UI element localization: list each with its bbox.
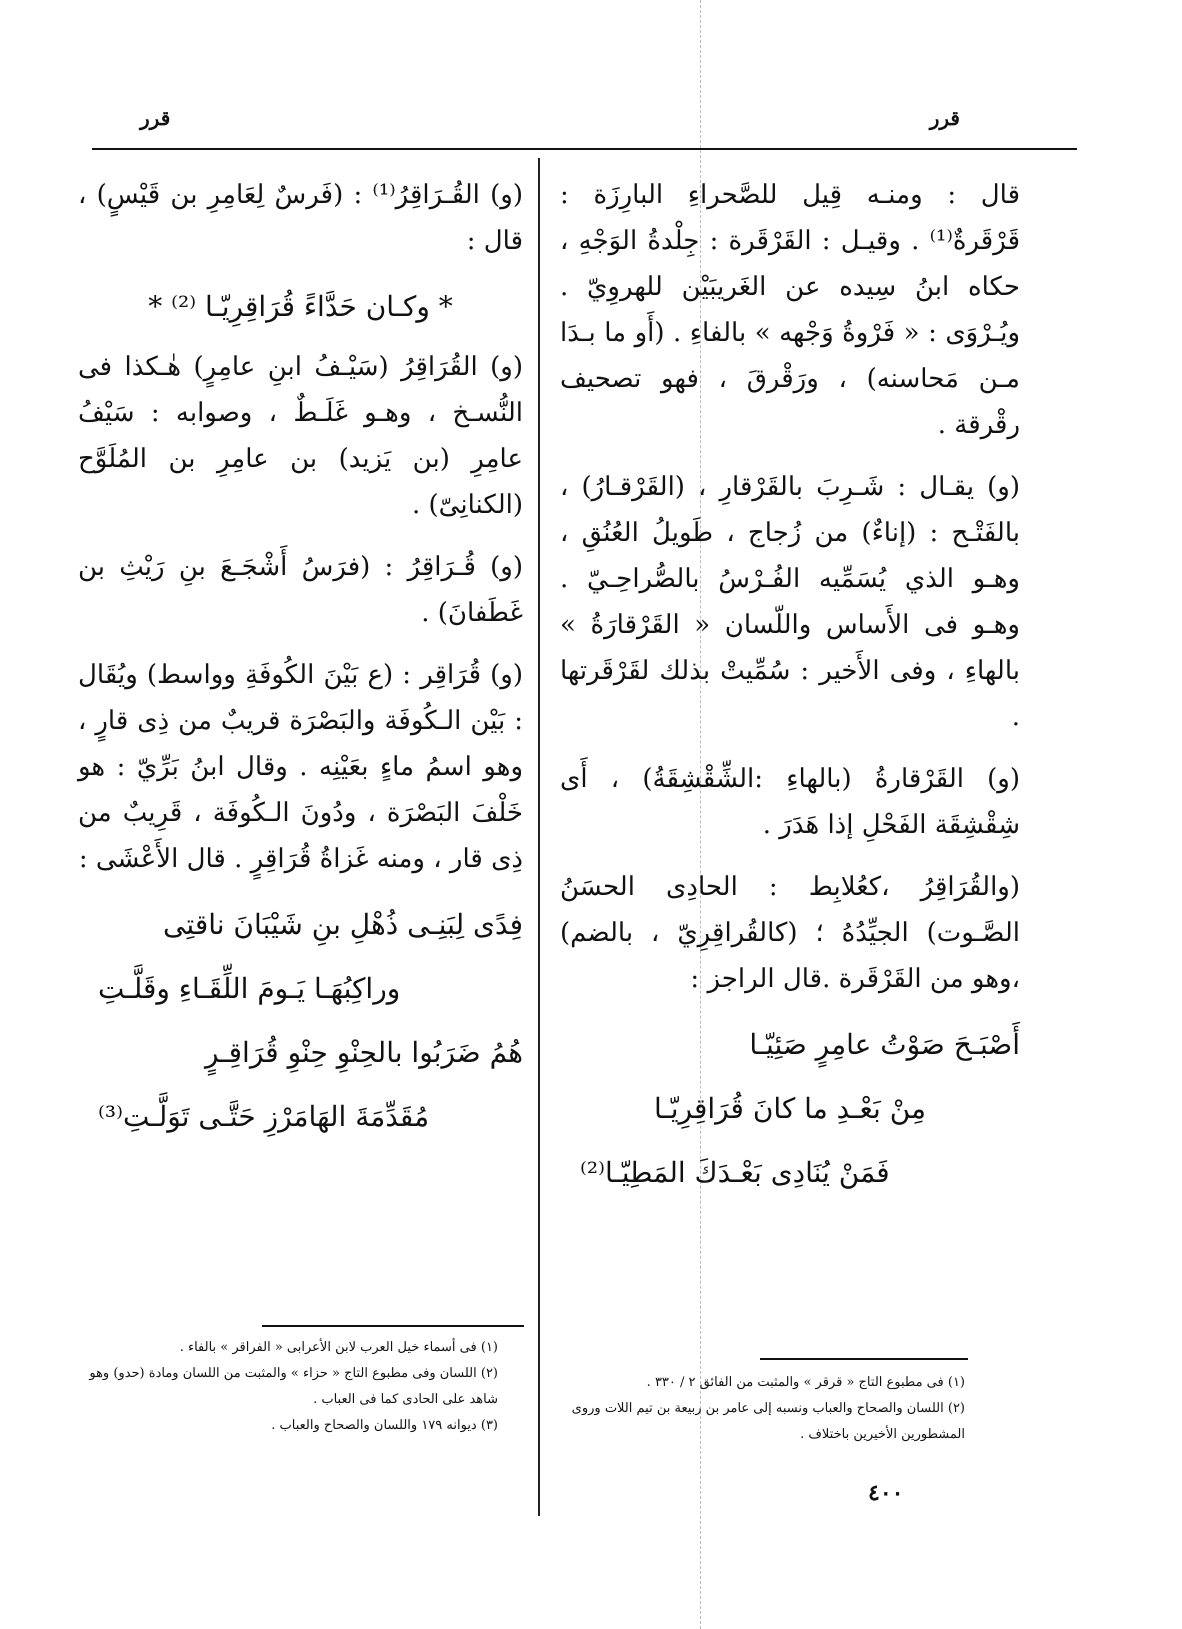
poem-line: وراكِبُهَـا يَـومَ اللِّقَـاءِ وقَلَّـتِ [98, 972, 401, 1005]
entry-paragraph: قال : ومنـه قِيل للصَّحراءِ البارِزَة : قَرْقَرةٌ⁽¹⁾ . وقيـل : القَرْقَرة : جِلْدةُ الوَجْهِ ، حكاه ابنُ سِيده عن الغَريبَيْن للهروِيّ . ويُـرْوَى : « فَرْوةُ وَجْهه » بالفاءِ . (أَو ما بـدَا مـن مَحاسنه) ، ورَقْرقَ ، فهو تصحيف رقْرقة . [560, 180, 1020, 440]
poem-line: أَصْبَـحَ صَوْتُ عامِرٍ صَئِيّـا [749, 1028, 1020, 1061]
footnote-rule-left [262, 1325, 524, 1327]
footnote: (٣) ديوانه ١٧٩ واللسان والصحاح والعباب . [271, 1418, 498, 1433]
footnote-rule-right [760, 1358, 968, 1360]
entry-paragraph: (و) القُـرَاقِرُ⁽¹⁾ : (فَرسٌ لِعَامِرِ بن قَيْسٍ) ، قال : [78, 180, 523, 256]
entry-paragraph: (والقُرَاقِرُ ،كعُلابِط : الحادِى الحسَنُ الصَّـوت) الجيِّدُهُ ؛ (كالقُراقِرِيّ ، بالضم) ،وهو من القَرْقَرة .قال الراجز : [560, 872, 1020, 994]
poem-line: فَمَنْ يُنَادِى بَعْـدَكَ المَطِيّـا⁽²⁾ [580, 1156, 890, 1189]
entry-paragraph: (و) القُرَاقِرُ (سَيْـفُ ابنِ عامِرٍ) هٰـكذا فى النُّسـخ ، وهـو غَلَـطٌ ، وصوابه : سَيْفُ عامِرِ (بن يَزيد) بن عامِرِ بن المُلَوَّح (الكنانِىّ) . [78, 352, 523, 520]
header-word-right: قرر [929, 106, 960, 130]
footnote: (١) فى مطبوع التاج « قرقر » والمثبت من الفائق ٢ / ٣٣٠ . [646, 1375, 965, 1390]
entry-paragraph: (و) القَرْقارةُ (بالهاءِ :الشِّقْشِقَةُ) ، أَى شِقْشِقَة الفَحْلِ إذا هَدَرَ . [560, 764, 1020, 840]
column-divider [538, 158, 540, 1516]
footnote: (١) فى أسماء خيل العرب لابن الأعرابى « الفراقر » بالفاء . [179, 1340, 498, 1355]
footnotes-right [565, 1370, 965, 1448]
poem-line: مُقَدِّمَةَ الهَامَرْزِ حَتَّـى تَوَلَّـتِ⁽³⁾ [98, 1100, 430, 1133]
footnote: (٢) اللسان وفى مطبوع التاج « حزاء » والمثبت من اللسان ومادة (حدو) وهو شاهد على الحادى كما فى العباب . [89, 1366, 498, 1407]
poem-line: مِنْ بَعْـدِ ما كانَ قُرَاقِرِيّـا [653, 1092, 927, 1125]
poem-line: فِدًى لِبَنِـى ذُهْلِ بنِ شَيْبَانَ ناقتِى [163, 908, 523, 941]
left-column [78, 172, 523, 1154]
header-rule [92, 148, 1077, 150]
poem-line: هُمُ ضَرَبُوا بالحِنْوِ حِنْوِ قُرَاقِـرٍ [205, 1036, 523, 1069]
entry-paragraph: (و) يقـال : شَـرِبَ بالقَرْقارِ ، (القَرْقـارُ) ، بالفَتْـح : (إناءٌ) من زُجاج ، طَويلُ العُنُقِ ، وهـو الذي يُسَمِّيه الفُـرْسُ بالصُّراحِـيّ . وهـو فى الأَساس واللّسان « القَرْقارَةُ » بالهاءِ ، وفى الأَخير : سُمِّيتْ بذلك لقَرْقَرتها . [560, 472, 1020, 732]
right-column [560, 172, 1020, 1210]
entry-paragraph: (و) قُرَاقِر : (ع بَيْنَ الكُوفَةِ وواسط) ويُقَال : بَيْن الـكُوفَة والبَصْرَة قريبٌ من ذِى قارٍ ، وهو اسمُ ماءٍ بعَيْنِه . وقال ابنُ بَرِّيّ : هو خَلْفَ البَصْرَة ، ودُونَ الـكُوفَة ، قَرِيبٌ من ذِى قار ، ومنه غَزاةُ قُرَاقِرٍ . قال الأَعْشَى : [78, 660, 523, 874]
footnotes-left [78, 1335, 498, 1439]
page-number: ٤٠٠ [868, 1480, 904, 1506]
footnote: (٢) اللسان والصحاح والعباب ونسبه إلى عامر بن ربيعة بن تيم اللات وروى المشطورين الأخيرين باختلاف . [571, 1401, 965, 1442]
entry-paragraph: (و) قُـرَاقِرُ : (فرَسُ أَشْجَـعَ بنِ رَيْثِ بن غَطَفانَ) . [78, 552, 523, 628]
poem-line: * وكـان حَدَّاءً قُرَاقِرِيّـا ⁽²⁾ * [148, 290, 453, 323]
header-word-left: قرر [140, 106, 171, 130]
